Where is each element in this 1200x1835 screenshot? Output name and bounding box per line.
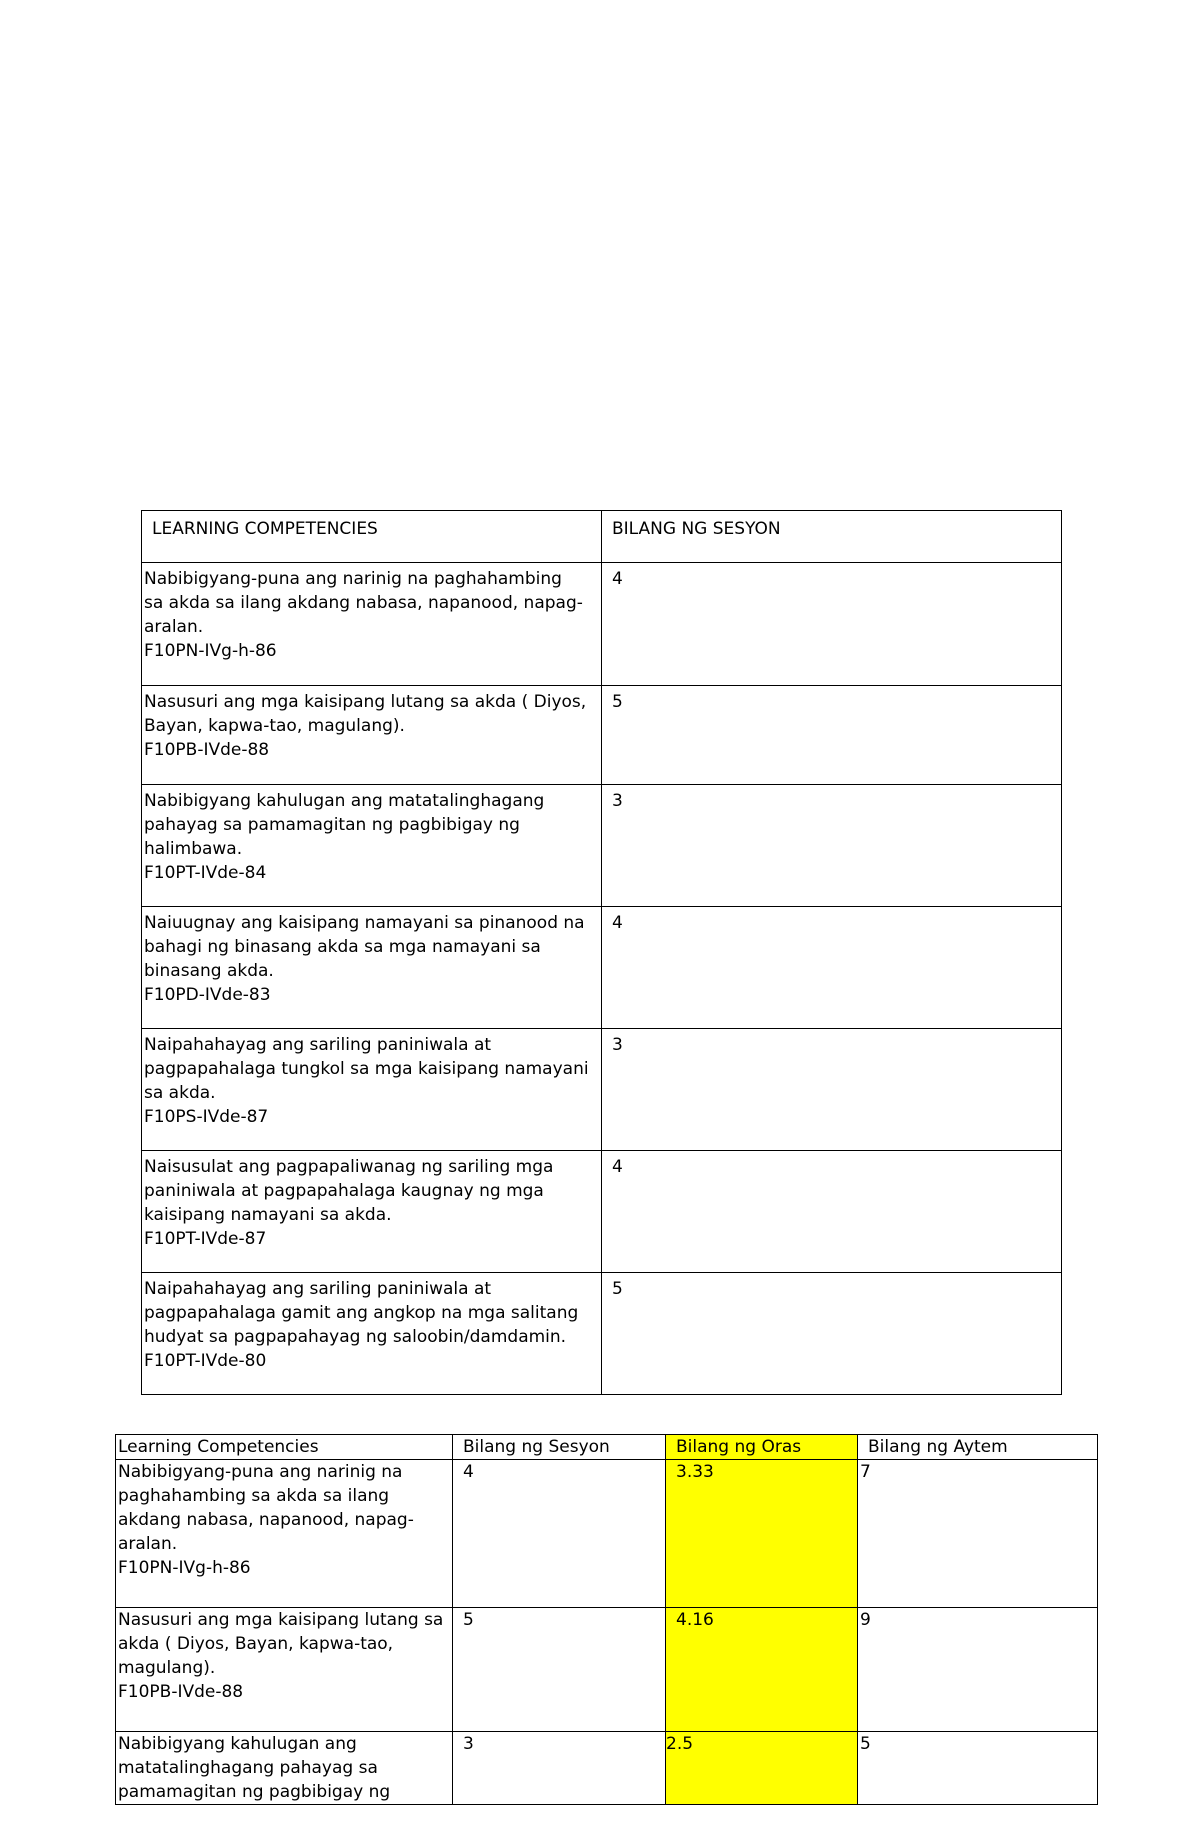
competency-text: Bayan, kapwa-tao, magulang). [144, 716, 405, 736]
table-row [142, 907, 1062, 1029]
sesyon-cell: 3 [453, 1732, 666, 1805]
competency-text: kaisipang namayani sa akda. [144, 1205, 392, 1225]
sesyon-cell: 4 [602, 1151, 1062, 1273]
competency-text: Naipahahayag ang sariling paniniwala at [144, 1035, 492, 1055]
table-row [116, 1608, 1098, 1732]
table-row [142, 785, 1062, 907]
sesyon-cell: 4 [602, 907, 1062, 1029]
competency-text: bahagi ng binasang akda sa mga namayani sa [144, 937, 541, 957]
competency-text: hudyat sa pagpapahayag ng saloobin/damdamin. [144, 1327, 567, 1347]
competency-code: F10PT-IVde-84 [144, 863, 267, 883]
header-bilang-ng-oras: Bilang ng Oras [666, 1435, 858, 1460]
competency-text: Nabibigyang-puna ang narinig na [118, 1462, 403, 1482]
competency-text: pagpapahalaga tungkol sa mga kaisipang namayani [144, 1059, 589, 1079]
competency-text: pagpapahalaga gamit ang angkop na mga salitang [144, 1303, 579, 1323]
competency-text: aralan. [144, 617, 204, 637]
competency-code: F10PB-IVde-88 [144, 740, 270, 760]
competency-cell [142, 1151, 602, 1273]
competency-code: F10PD-IVde-83 [144, 985, 271, 1005]
competency-text: Naiuugnay ang kaisipang namayani sa pinanood na [144, 913, 585, 933]
competency-text: aralan. [118, 1534, 178, 1554]
table-row [142, 1029, 1062, 1151]
competency-text: Naisusulat ang pagpapaliwanag ng sariling mga [144, 1157, 554, 1177]
competency-text: magulang). [118, 1658, 216, 1678]
competency-code: F10PB-IVde-88 [118, 1682, 244, 1702]
competency-code: F10PT-IVde-80 [144, 1351, 267, 1371]
competency-text: paghahambing sa akda sa ilang [118, 1486, 390, 1506]
oras-cell: 4.16 [666, 1608, 858, 1732]
table-row [142, 1151, 1062, 1273]
header-bilang-ng-sesyon: Bilang ng Sesyon [453, 1435, 666, 1460]
competency-cell [142, 1029, 602, 1151]
competency-text: Nabibigyang kahulugan ang matatalinghagang [144, 791, 545, 811]
table-row [142, 563, 1062, 686]
competency-text: matatalinghagang pahayag sa [118, 1758, 378, 1778]
competency-text: akdang nabasa, napanood, napag- [118, 1510, 414, 1530]
competency-cell [142, 563, 602, 686]
table-row [116, 1732, 1098, 1805]
competency-cell [116, 1732, 453, 1805]
competency-text: pamamagitan ng pagbibigay ng [118, 1782, 391, 1802]
oras-cell: 3.33 [666, 1460, 858, 1608]
competency-text: paniniwala at pagpapahalaga kaugnay ng mga [144, 1181, 544, 1201]
competencies-sessions-table [141, 510, 1062, 1395]
competency-text: Nasusuri ang mga kaisipang lutang sa akda ( Diyos, [144, 692, 587, 712]
sesyon-cell: 4 [602, 563, 1062, 686]
table-row [116, 1460, 1098, 1608]
competency-text: Nabibigyang kahulugan ang [118, 1734, 357, 1754]
header-bilang-ng-sesyon: BILANG NG SESYON [602, 511, 1062, 563]
competency-text: akda ( Diyos, Bayan, kapwa-tao, [118, 1634, 394, 1654]
competency-cell [116, 1608, 453, 1732]
table-header-row [142, 511, 1062, 563]
table-row [142, 1273, 1062, 1395]
competency-text: sa akda sa ilang akdang nabasa, napanood, napag- [144, 593, 583, 613]
competency-code: F10PS-IVde-87 [144, 1107, 269, 1127]
header-bilang-ng-aytem: Bilang ng Aytem [858, 1435, 1098, 1460]
oras-cell: 2.5 [666, 1732, 858, 1805]
competency-cell [142, 785, 602, 907]
aytem-cell: 9 [858, 1608, 1098, 1732]
competency-text: halimbawa. [144, 839, 243, 859]
competency-text: sa akda. [144, 1083, 216, 1103]
sesyon-cell: 4 [453, 1460, 666, 1608]
competency-cell [142, 686, 602, 785]
sesyon-cell: 3 [602, 1029, 1062, 1151]
competency-text: Nasusuri ang mga kaisipang lutang sa [118, 1610, 444, 1630]
competencies-hours-items-table [115, 1434, 1098, 1805]
sesyon-cell: 5 [602, 686, 1062, 785]
table-header-row [116, 1435, 1098, 1460]
competency-cell [116, 1460, 453, 1608]
competency-cell [142, 1273, 602, 1395]
competency-text: binasang akda. [144, 961, 274, 981]
competency-code: F10PN-IVg-h-86 [118, 1558, 251, 1578]
table-row [142, 686, 1062, 785]
competency-text: pahayag sa pamamagitan ng pagbibigay ng [144, 815, 520, 835]
sesyon-cell: 3 [602, 785, 1062, 907]
aytem-cell: 7 [858, 1460, 1098, 1608]
competency-code: F10PT-IVde-87 [144, 1229, 267, 1249]
competency-cell [142, 907, 602, 1029]
competency-text: Naipahahayag ang sariling paniniwala at [144, 1279, 492, 1299]
aytem-cell: 5 [858, 1732, 1098, 1805]
header-learning-competencies: LEARNING COMPETENCIES [142, 511, 602, 563]
header-learning-competencies: Learning Competencies [116, 1435, 453, 1460]
competency-text: Nabibigyang-puna ang narinig na paghahambing [144, 569, 562, 589]
sesyon-cell: 5 [453, 1608, 666, 1732]
sesyon-cell: 5 [602, 1273, 1062, 1395]
competency-code: F10PN-IVg-h-86 [144, 641, 277, 661]
